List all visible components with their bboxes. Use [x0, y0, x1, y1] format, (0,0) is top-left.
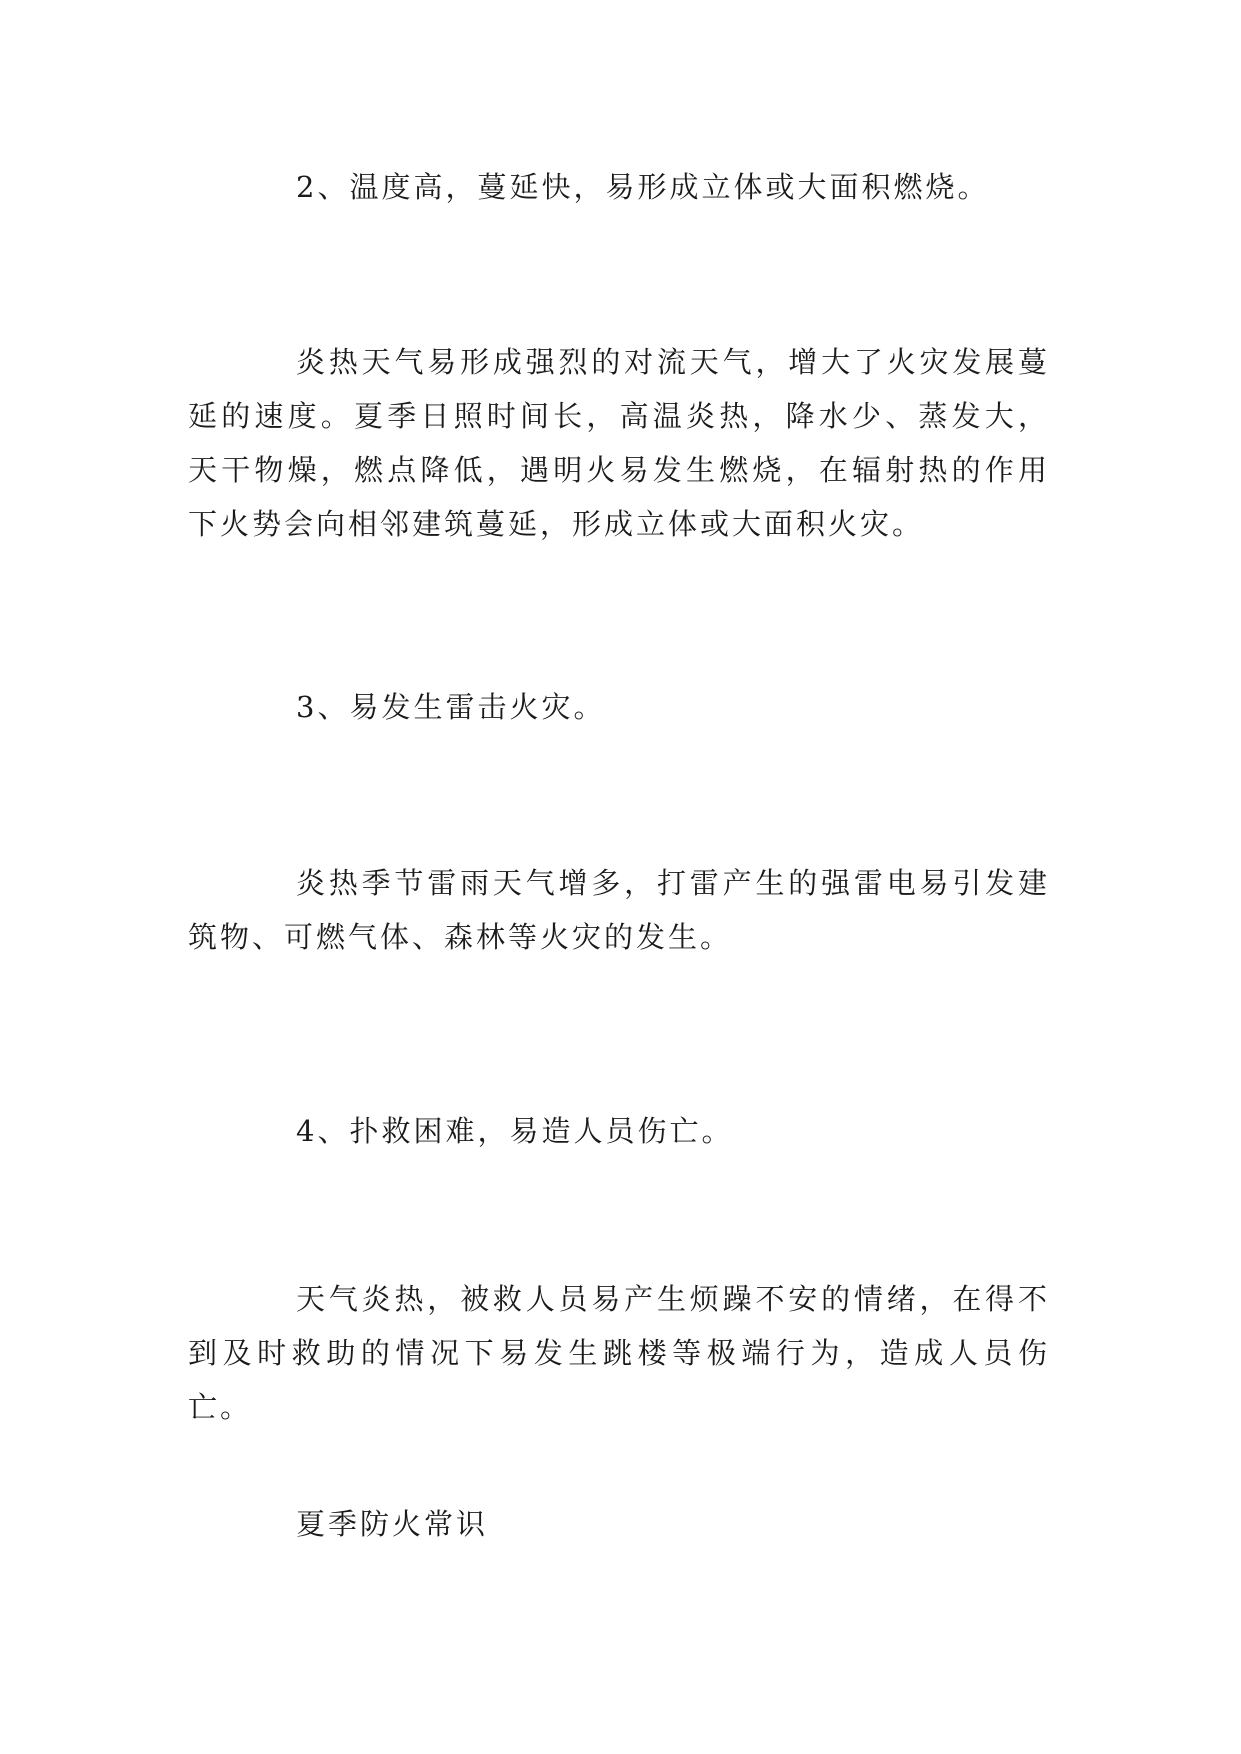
section-title: 夏季防火常识 [296, 1507, 489, 1541]
point-heading-3: 3、易发生雷击火灾。 [296, 690, 606, 724]
point-paragraph-4: 天气炎热，被救人员易产生烦躁不安的情绪，在得不到及时救助的情况下易发生跳楼等极端行为，造成人员伤亡。 [188, 1282, 1050, 1424]
point-heading-2: 2、温度高，蔓延快，易形成立体或大面积燃烧。 [296, 170, 990, 204]
point-paragraph-2: 炎热天气易形成强烈的对流天气，增大了火灾发展蔓延的速度。夏季日照时间长，高温炎热，降水少、蒸发大，天干物燥，燃点降低，遇明火易发生燃烧，在辐射热的作用下火势会向相邻建筑蔓延，形成立体或大面积火灾。 [188, 345, 1050, 541]
point-paragraph-3: 炎热季节雷雨天气增多，打雷产生的强雷电易引发建筑物、可燃气体、森林等火灾的发生。 [188, 866, 1050, 954]
point-heading-4: 4、扑救困难，易造人员伤亡。 [296, 1114, 734, 1148]
